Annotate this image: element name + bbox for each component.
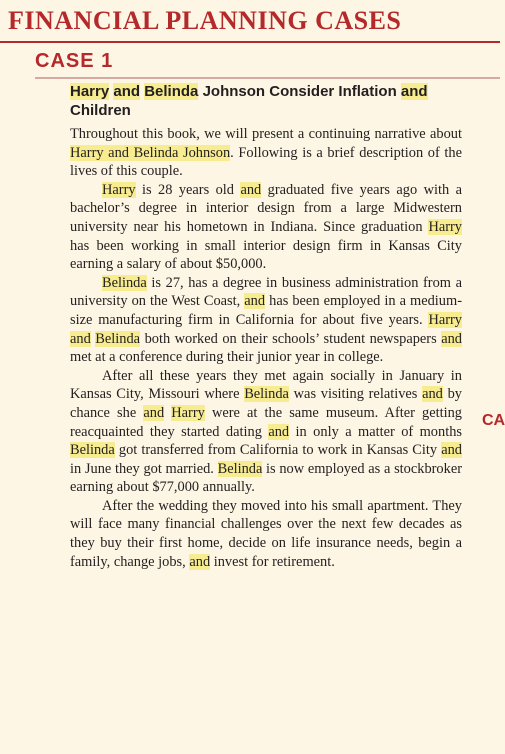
text-run: has been employed in a medium-size manufacturing firm in California for about five years.	[70, 293, 462, 328]
text-run: After the wedding they moved into his small apartment. They will face many financial challenges over the next few decades as they buy their first home, decide on life insurance needs, begin a family, change jobs,	[70, 497, 462, 570]
text-run: was visiting relatives	[288, 386, 423, 403]
case-body	[70, 125, 462, 571]
highlighted-text: and	[400, 83, 428, 100]
highlighted-text: and	[422, 386, 443, 403]
case-title	[70, 82, 470, 120]
text-run: After all these years they met again socially in January in Kansas City, Missouri where	[70, 367, 462, 403]
text-run: Johnson Consider Inflation	[198, 83, 401, 100]
paragraph	[70, 497, 462, 571]
text-run: in June they got married.	[70, 460, 218, 477]
highlighted-text: and	[113, 83, 141, 100]
highlighted-text: Harry	[428, 311, 462, 328]
highlighted-text: and	[240, 181, 262, 198]
text-run: is 27, has a degree in business administration from a university on the West Coast,	[70, 274, 462, 310]
paragraph	[70, 181, 462, 274]
highlighted-text: Harry	[171, 404, 205, 421]
highlighted-text: and	[441, 330, 462, 347]
highlighted-text: and	[268, 423, 290, 440]
text-run: . Following is a brief description of the lives of this couple.	[70, 144, 462, 180]
highlighted-text: and	[70, 330, 91, 347]
text-run: met at a conference during their junior year in college.	[70, 349, 384, 366]
text-run: Throughout this book, we will present a continuing narrative about	[70, 126, 462, 142]
highlighted-text: Belinda	[244, 386, 289, 403]
highlighted-text: and	[244, 293, 266, 310]
paragraph	[70, 125, 462, 181]
highlighted-text: and	[441, 442, 462, 459]
text-run: Children	[70, 102, 131, 119]
highlighted-text: Belinda	[95, 330, 141, 347]
case-divider	[35, 77, 500, 79]
text-run: is 28 years old	[135, 181, 241, 198]
highlighted-text: Harry	[70, 83, 110, 100]
case-label: CASE 1	[35, 50, 114, 72]
text-run: has been working in small interior design firm in Kansas City earning a salary of about $50,000.	[70, 237, 462, 273]
highlighted-text: and	[143, 404, 165, 421]
highlighted-text: Belinda	[217, 460, 263, 477]
text-run: in only a matter of months	[289, 423, 462, 440]
paragraph	[70, 274, 462, 367]
text-run: graduated five years ago with a bachelor’s degree in interior design from a large Midwestern university near his hometown in Indiana. Since graduation	[70, 181, 462, 235]
text-run: by chance she	[70, 386, 462, 421]
highlighted-text: Harry	[428, 218, 462, 235]
highlighted-text: Harry and Belinda Johnson	[70, 144, 231, 161]
text-run: invest for retirement.	[210, 553, 335, 570]
page-title: FINANCIAL PLANNING CASES	[8, 6, 402, 35]
text-run: got transferred from California to work in Kansas City	[114, 442, 442, 459]
text-run: is now employed as a stockbroker earning about $77,000 annually.	[70, 460, 462, 496]
highlighted-text: Belinda	[70, 442, 115, 459]
text-run: both worked on their schools’ student newspapers	[140, 330, 442, 347]
highlighted-text: Belinda	[144, 83, 199, 100]
paragraph	[70, 367, 462, 497]
title-divider	[0, 41, 500, 43]
text-run: were at the same museum. After getting reacquainted they started dating	[70, 404, 463, 440]
next-page-edge-text: CA	[482, 412, 505, 429]
highlighted-text: and	[189, 553, 211, 570]
highlighted-text: Belinda	[102, 274, 147, 291]
highlighted-text: Harry	[102, 181, 136, 198]
